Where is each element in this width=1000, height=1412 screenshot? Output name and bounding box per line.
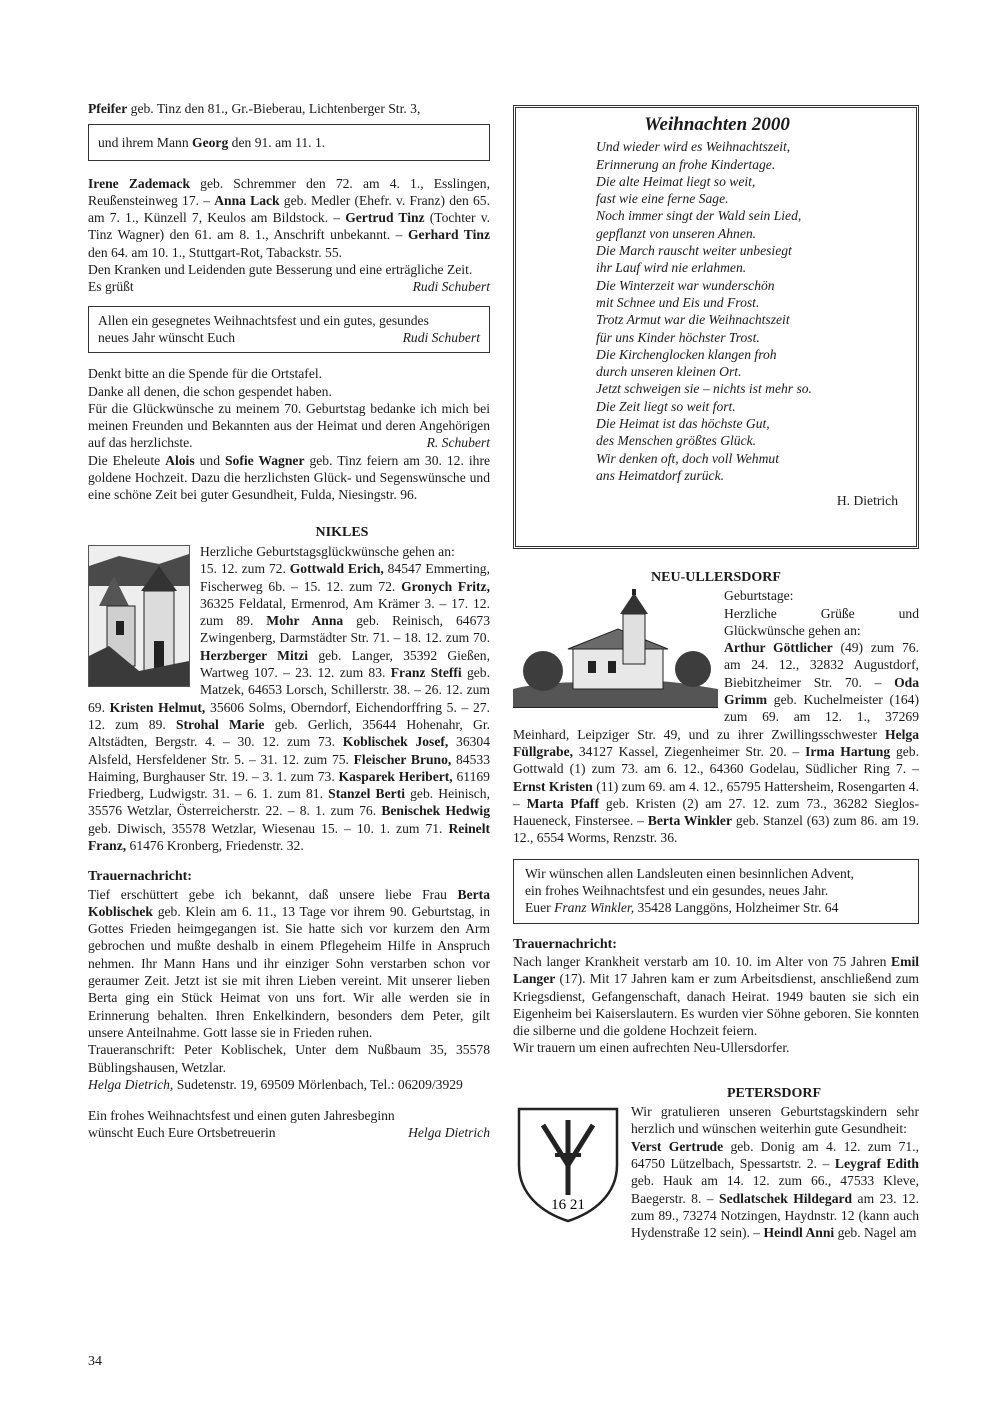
entry-text: 34127 Kassel, Ziegenheimer Str. 20. – bbox=[573, 743, 806, 759]
entry-text: 15. 12. zum 72. bbox=[200, 561, 290, 577]
entry-text: geb. Diwisch, 35578 Wetzlar, Wiesenau 15. – 10. 1. zum 71. bbox=[88, 820, 449, 836]
crest-year: 16 21 bbox=[551, 1197, 585, 1214]
entry-text: (17). Mit 17 Jahren kam er zum Arbeitsdienst, anschließend zum Kriegsdienst, Gefangenschaft, danach Heirat. 1949 bauten sie sich ein Eigenheim bei Kaiserslautern. Es wurden vier Söhne geboren. Sie konnten die silberne und die goldene Hochzeit feiern. bbox=[513, 971, 919, 1039]
advent-box bbox=[513, 859, 919, 924]
poem-line: fast wie eine ferne Sage. bbox=[596, 191, 729, 207]
poem-title: Weihnachten 2000 bbox=[644, 114, 790, 135]
person-name: Gerhard Tinz bbox=[407, 227, 490, 243]
entry-text: den 64. am 10. 1., Stuttgart-Rot, Tabackstr. 55. bbox=[88, 244, 343, 260]
intro-text: Wir gratulieren unseren Geburtstagskindern sehr herzlich und wünschen weiterhin gute Gesundheit: bbox=[631, 1104, 919, 1137]
donation-note bbox=[88, 365, 490, 400]
section-title: Trauernachricht: bbox=[513, 936, 617, 952]
person-name: Alois bbox=[165, 452, 195, 468]
mourning-address: Traueranschrift: Peter Koblischek, Unter dem Nußbaum 35, 35578 Büblingshausen, Wetzlar. bbox=[88, 1042, 490, 1075]
person-name: Georg bbox=[192, 135, 229, 151]
person-name: Anna Lack bbox=[214, 192, 280, 208]
entry-text: und bbox=[194, 452, 225, 468]
mourning-text bbox=[513, 953, 919, 1039]
entry-text: am 23. 12. zum 89., 73274 Notzingen, Haydnstr. 12 (kann auch Hydenstraße 12 sein). – bbox=[631, 1190, 919, 1241]
person-name: Gronych Fritz, bbox=[401, 578, 490, 594]
neu-mourning bbox=[513, 936, 919, 1057]
pfeifer-entry bbox=[88, 100, 490, 117]
closing-wish bbox=[88, 1107, 490, 1142]
person-name: Verst Gertrude bbox=[631, 1138, 724, 1154]
poem-line: des Menschen größtes Glück. bbox=[596, 433, 757, 449]
person-name: Irene Zademack bbox=[88, 175, 191, 191]
nikles-church-image bbox=[88, 545, 190, 687]
mourning-closing: Wir trauern um einen aufrechten Neu-Ullersdorfer. bbox=[513, 1040, 790, 1056]
entry-text: geb. Matzek, 64653 Lorsch, Schillerstr. 38. – 26. 12. zum 69. bbox=[88, 665, 491, 715]
georg-box bbox=[88, 124, 490, 160]
petersdorf-crest bbox=[513, 1105, 623, 1223]
person-name: Kristen Helmut, bbox=[109, 699, 206, 715]
poem-line: Die March rauscht weiter unbesiegt bbox=[596, 243, 792, 259]
poem-line: Die Heimat ist das höchste Gut, bbox=[596, 416, 770, 432]
person-name: Strohal Marie bbox=[175, 716, 265, 732]
petersdorf-section bbox=[513, 1085, 919, 1242]
mourning-text bbox=[88, 886, 490, 1042]
right-column bbox=[513, 100, 919, 1241]
entry-text: 61169 Friedberg, Ludwigstr. 31. – 6. 1. zum 81. bbox=[88, 768, 490, 802]
page-number: 34 bbox=[88, 1354, 102, 1369]
poem-line: Trotz Armut war die Weihnachtszeit bbox=[596, 312, 790, 328]
entry-text: Die Eheleute bbox=[88, 452, 166, 468]
poem-line: mit Schnee und Eis und Frost. bbox=[596, 294, 760, 310]
greeting-text: Es grüßt bbox=[88, 279, 134, 295]
person-name: Herzberger Mitzi bbox=[200, 647, 309, 663]
entry-text: geb. Klein am 6. 11., 13 Tage vor ihrem 90. Geburtstag, in Gottes Frieden heimgegangen ist. Sie hatte sich vor kurzem den Arm gebrochen und mußte deshalb in einem Pflegeheim Hilfe in Anspruch nehmen. Ihr Mann Hans und ihr einziger Sohn verstarben schon vor geraumer Zeit. Jetzt ist sie mit ihren Lieben vereint. Mit unserer lieben Berta ging ein Stück Heimat von uns fort. Wir alle werden sie in Erinnerung behalten. Ihren Enkelkindern, besonders dem Peter, gilt unsere Anteilnahme. Gott lasse sie in Frieden ruhen. bbox=[88, 903, 490, 1040]
entry-text: 35606 Solms, Oberndorf, Eichendorffring 5. – 27. 12. zum 89. bbox=[88, 699, 491, 732]
donation-line: Danke all denen, die schon gespendet haben. bbox=[88, 383, 332, 399]
entry-text: geb. Hauk am 14. 12. zum 66., 47533 Kleve, Baegerstr. 8. – bbox=[631, 1173, 919, 1206]
poem-line: Die Kirchenglocken klangen froh bbox=[596, 346, 777, 362]
person-name: Helga Füllgrabe, bbox=[513, 726, 919, 759]
box-line-signed bbox=[525, 899, 909, 916]
poem-line: gepflanzt von unseren Ahnen. bbox=[596, 225, 757, 241]
poem-line: Die alte Heimat liegt so weit, bbox=[596, 173, 756, 189]
signature: Rudi Schubert bbox=[402, 329, 480, 345]
nikles-mourning bbox=[88, 868, 490, 1093]
person-name: Gottwald Erich, bbox=[289, 561, 384, 577]
person-name: Reinelt Franz, bbox=[88, 820, 490, 853]
thanks-note bbox=[88, 400, 490, 452]
entry-text: geb. Reinisch, 64673 Zwingenberg, Darmstädter Str. 71. – 18. 12. zum 70. bbox=[200, 613, 490, 646]
entry-text: (49) zum 76. am 24. 12., 32832 Augustdorf, Biebitzheimer Str. 70. – bbox=[724, 640, 919, 690]
entry-text: geb. Stanzel (63) zum 86. am 19. 12., 6554 Worms, Renzstr. 36. bbox=[513, 813, 920, 846]
person-name: Stanzel Berti bbox=[328, 786, 405, 802]
person-name: Emil Langer bbox=[513, 953, 919, 987]
entry-text: geb. Kristen (2) am 27. 12. zum 73., 36282 Sieglos-Haueneck, Finstersee. – bbox=[513, 795, 919, 829]
box-line: Wir wünschen allen Landsleuten einen besinnlichen Advent, bbox=[525, 865, 855, 881]
signature: Helga Dietrich bbox=[408, 1125, 490, 1141]
box-text: den 91. am 11. 1. bbox=[228, 135, 326, 151]
entry-text: geb. Gottwald (1) zum 73. am 6. 12., 64360 Godelau, Südlicher Ring 7. – bbox=[513, 743, 919, 777]
person-name: Berta Winkler bbox=[647, 813, 732, 829]
entry-text: (Tochter v. Tinz Wagner) den 61. am 8. 1., Anschrift unbekannt. – bbox=[88, 210, 491, 243]
person-name: Ernst Kristen bbox=[513, 778, 593, 794]
box-text: und ihrem Mann bbox=[98, 135, 193, 151]
section-heading: NEU-ULLERSDORF bbox=[651, 570, 781, 585]
poem-lines bbox=[530, 138, 904, 484]
section-heading: PETERSDORF bbox=[726, 1085, 822, 1101]
poem-line: Jetzt schweigen sie – nichts ist mehr so. bbox=[596, 381, 812, 397]
intro-text: Geburtstage: bbox=[724, 588, 794, 604]
box-line: ein frohes Weihnachtsfest und ein gesundes, neues Jahr. bbox=[525, 883, 829, 899]
golden-wedding bbox=[88, 452, 490, 504]
poem-author: H. Dietrich bbox=[836, 493, 898, 509]
sick-wish: Den Kranken und Leidenden gute Besserung und eine erträgliche Zeit. bbox=[88, 262, 473, 278]
person-name: Benischek Hedwig bbox=[381, 803, 491, 819]
entry-text: geb. Gerlich, 35644 Hohenahr, Gr. Altstädten, Bergstr. 4. – 30. 12. zum 73. bbox=[88, 716, 490, 750]
entry-text: Nach langer Krankheit verstarb am 10. 10. im Alter von 75 Jahren bbox=[513, 953, 892, 969]
poem-line: Die Winterzeit war wunderschön bbox=[596, 277, 775, 293]
poem-line: Und wieder wird es Weihnachtszeit, bbox=[596, 139, 791, 155]
person-name: Sofie Wagner bbox=[224, 452, 305, 468]
closing-line: Ein frohes Weihnachtsfest und einen guten Jahresbeginn bbox=[88, 1108, 395, 1124]
entry-text: 36325 Feldatal, Ermenrod, Am Krämer 3. – 17. 12. zum 89. bbox=[200, 595, 490, 629]
poem-line: für uns Kinder höchster Trost. bbox=[596, 329, 760, 345]
neu-ullersdorf-church-image bbox=[513, 589, 718, 709]
entry-text: geb. Tinz den 81., Gr.-Bieberau, Lichtenberger Str. 3, bbox=[127, 101, 421, 116]
entry-text: 84533 Haiming, Burghauser Str. 19. – 3. 1. zum 73. bbox=[88, 751, 490, 784]
closing-signed bbox=[88, 1124, 490, 1141]
box-text: Euer bbox=[525, 900, 555, 916]
thanks-text: Für die Glückwünsche zu meinem 70. Geburtstag bedanke ich mich bei meinen Freunden und Bekannten aus der Heimat und deren Angehörigen auf das herzlichste. bbox=[88, 400, 490, 451]
entry-text: geb. Kuchelmeister (164) zum 69. am 12. 1., 37269 Meinhard, Leipziger Str. 49, und zu ihrer Zwillingsschwester bbox=[513, 692, 919, 742]
intro-text: Herzliche Grüße und Glückwünsche gehen an: bbox=[724, 605, 919, 638]
person-name: Irma Hartung bbox=[805, 743, 891, 759]
entry-text: 84547 Emmerting, Fischerweg 6b. – 15. 12. zum 72. bbox=[200, 561, 490, 594]
box-line: neues Jahr wünscht Euch bbox=[98, 329, 236, 345]
left-column bbox=[88, 100, 490, 1142]
box-line: Allen ein gesegnetes Weihnachtsfest und ein gutes, gesundes bbox=[98, 312, 429, 328]
person-name: Mohr Anna bbox=[266, 613, 344, 629]
person-name: Arthur Göttlicher bbox=[724, 640, 833, 656]
poem-line: ihr Lauf wird nie erlahmen. bbox=[596, 260, 747, 276]
contact-text: Sudetenstr. 19, 69509 Mörlenbach, Tel.: 06209/3929 bbox=[173, 1076, 463, 1092]
xmas-wish-box bbox=[88, 306, 490, 354]
nikles-section bbox=[88, 524, 490, 855]
contact-name: Helga Dietrich, bbox=[88, 1076, 174, 1092]
signature: R. Schubert bbox=[426, 435, 490, 451]
entry-text: geb. Nagel am bbox=[834, 1225, 917, 1241]
person-name: Koblischek Josef, bbox=[342, 734, 449, 750]
poem-line: durch unseren kleinen Ort. bbox=[596, 364, 742, 380]
entry-text: Tief erschüttert gebe ich bekannt, daß unsere liebe Frau bbox=[88, 886, 458, 902]
greeting-line bbox=[88, 278, 490, 295]
intro-text: Herzliche Geburtstagsglückwünsche gehen an: bbox=[200, 543, 455, 559]
poem-line: Erinnerung an frohe Kindertage. bbox=[596, 156, 776, 172]
signature: Rudi Schubert bbox=[412, 279, 490, 295]
person-name: Leygraf Edith bbox=[834, 1155, 919, 1171]
poem-line: Wir denken oft, doch voll Wehmut bbox=[596, 450, 779, 466]
entry-text: geb. Medler (Ehefr. v. Franz) den 65. am 7. 1., Künzell 7, Keulos am Bildstock. – bbox=[88, 192, 490, 226]
box-line-signed bbox=[98, 329, 480, 346]
person-name: Pfeifer bbox=[88, 101, 128, 116]
neu-ullersdorf-section bbox=[513, 569, 919, 847]
signature: Franz Winkler, bbox=[554, 900, 635, 916]
poem-line: ans Heimatdorf zurück. bbox=[596, 467, 724, 483]
closing-line: wünscht Euch Eure Ortsbetreuerin bbox=[88, 1125, 276, 1141]
poem-line: Noch immer singt der Wald sein Lied, bbox=[596, 208, 802, 224]
person-name: Oda Grimm bbox=[724, 674, 919, 708]
entry-text: geb. Langer, 35392 Gießen, Wartweg 107. – 23. 12. zum 83. bbox=[200, 647, 490, 681]
person-name: Kasparek Heribert, bbox=[338, 768, 453, 784]
birthday-list bbox=[88, 175, 490, 261]
section-heading: NIKLES bbox=[315, 524, 369, 540]
person-name: Sedlatschek Hildegard bbox=[719, 1190, 853, 1206]
person-name: Fleischer Bruno, bbox=[353, 751, 452, 767]
entry-text: geb. Tinz feiern am 30. 12. ihre goldene Hochzeit. Dazu die herzlichsten Glück- und Segenswünsche und eine schöne Zeit bei guter Gesundheit, Fulda, Niesingstr. 96. bbox=[88, 452, 490, 503]
entry-text: geb. Schremmer den 72. am 4. 1., Esslingen, Reußensteinweg 17. – bbox=[88, 175, 490, 208]
person-name: Marta Pfaff bbox=[526, 795, 600, 811]
entry-text: (11) zum 69. am 4. 12., 65795 Hattersheim, Rosengarten 4. – bbox=[513, 778, 919, 811]
section-title: Trauernachricht: bbox=[88, 869, 192, 885]
poem-box bbox=[513, 105, 919, 549]
entry-text: geb. Donig am 4. 12. zum 71., 64750 Lützelbach, Spessartstr. 2. – bbox=[631, 1138, 919, 1171]
person-name: Gertrud Tinz bbox=[345, 210, 425, 226]
person-name: Berta Koblischek bbox=[88, 886, 490, 919]
box-text: 35428 Langgöns, Holzheimer Str. 64 bbox=[634, 900, 839, 916]
person-name: Franz Steffi bbox=[390, 665, 462, 681]
person-name: Heindl Anni bbox=[763, 1225, 835, 1241]
entry-text: 61476 Kronberg, Friedenstr. 32. bbox=[126, 837, 304, 853]
entry-text: 36304 Alsfeld, Hersfeldener Str. 5. – 31. 12. zum 75. bbox=[88, 734, 491, 767]
contact-line bbox=[88, 1076, 490, 1093]
poem-line: Die Zeit liegt so weit fort. bbox=[596, 398, 736, 414]
entry-text: geb. Heinisch, 35576 Wetzlar, Österreicherstr. 22. – 8. 1. zum 76. bbox=[88, 786, 491, 819]
donation-line: Denkt bitte an die Spende für die Ortstafel. bbox=[88, 366, 323, 382]
